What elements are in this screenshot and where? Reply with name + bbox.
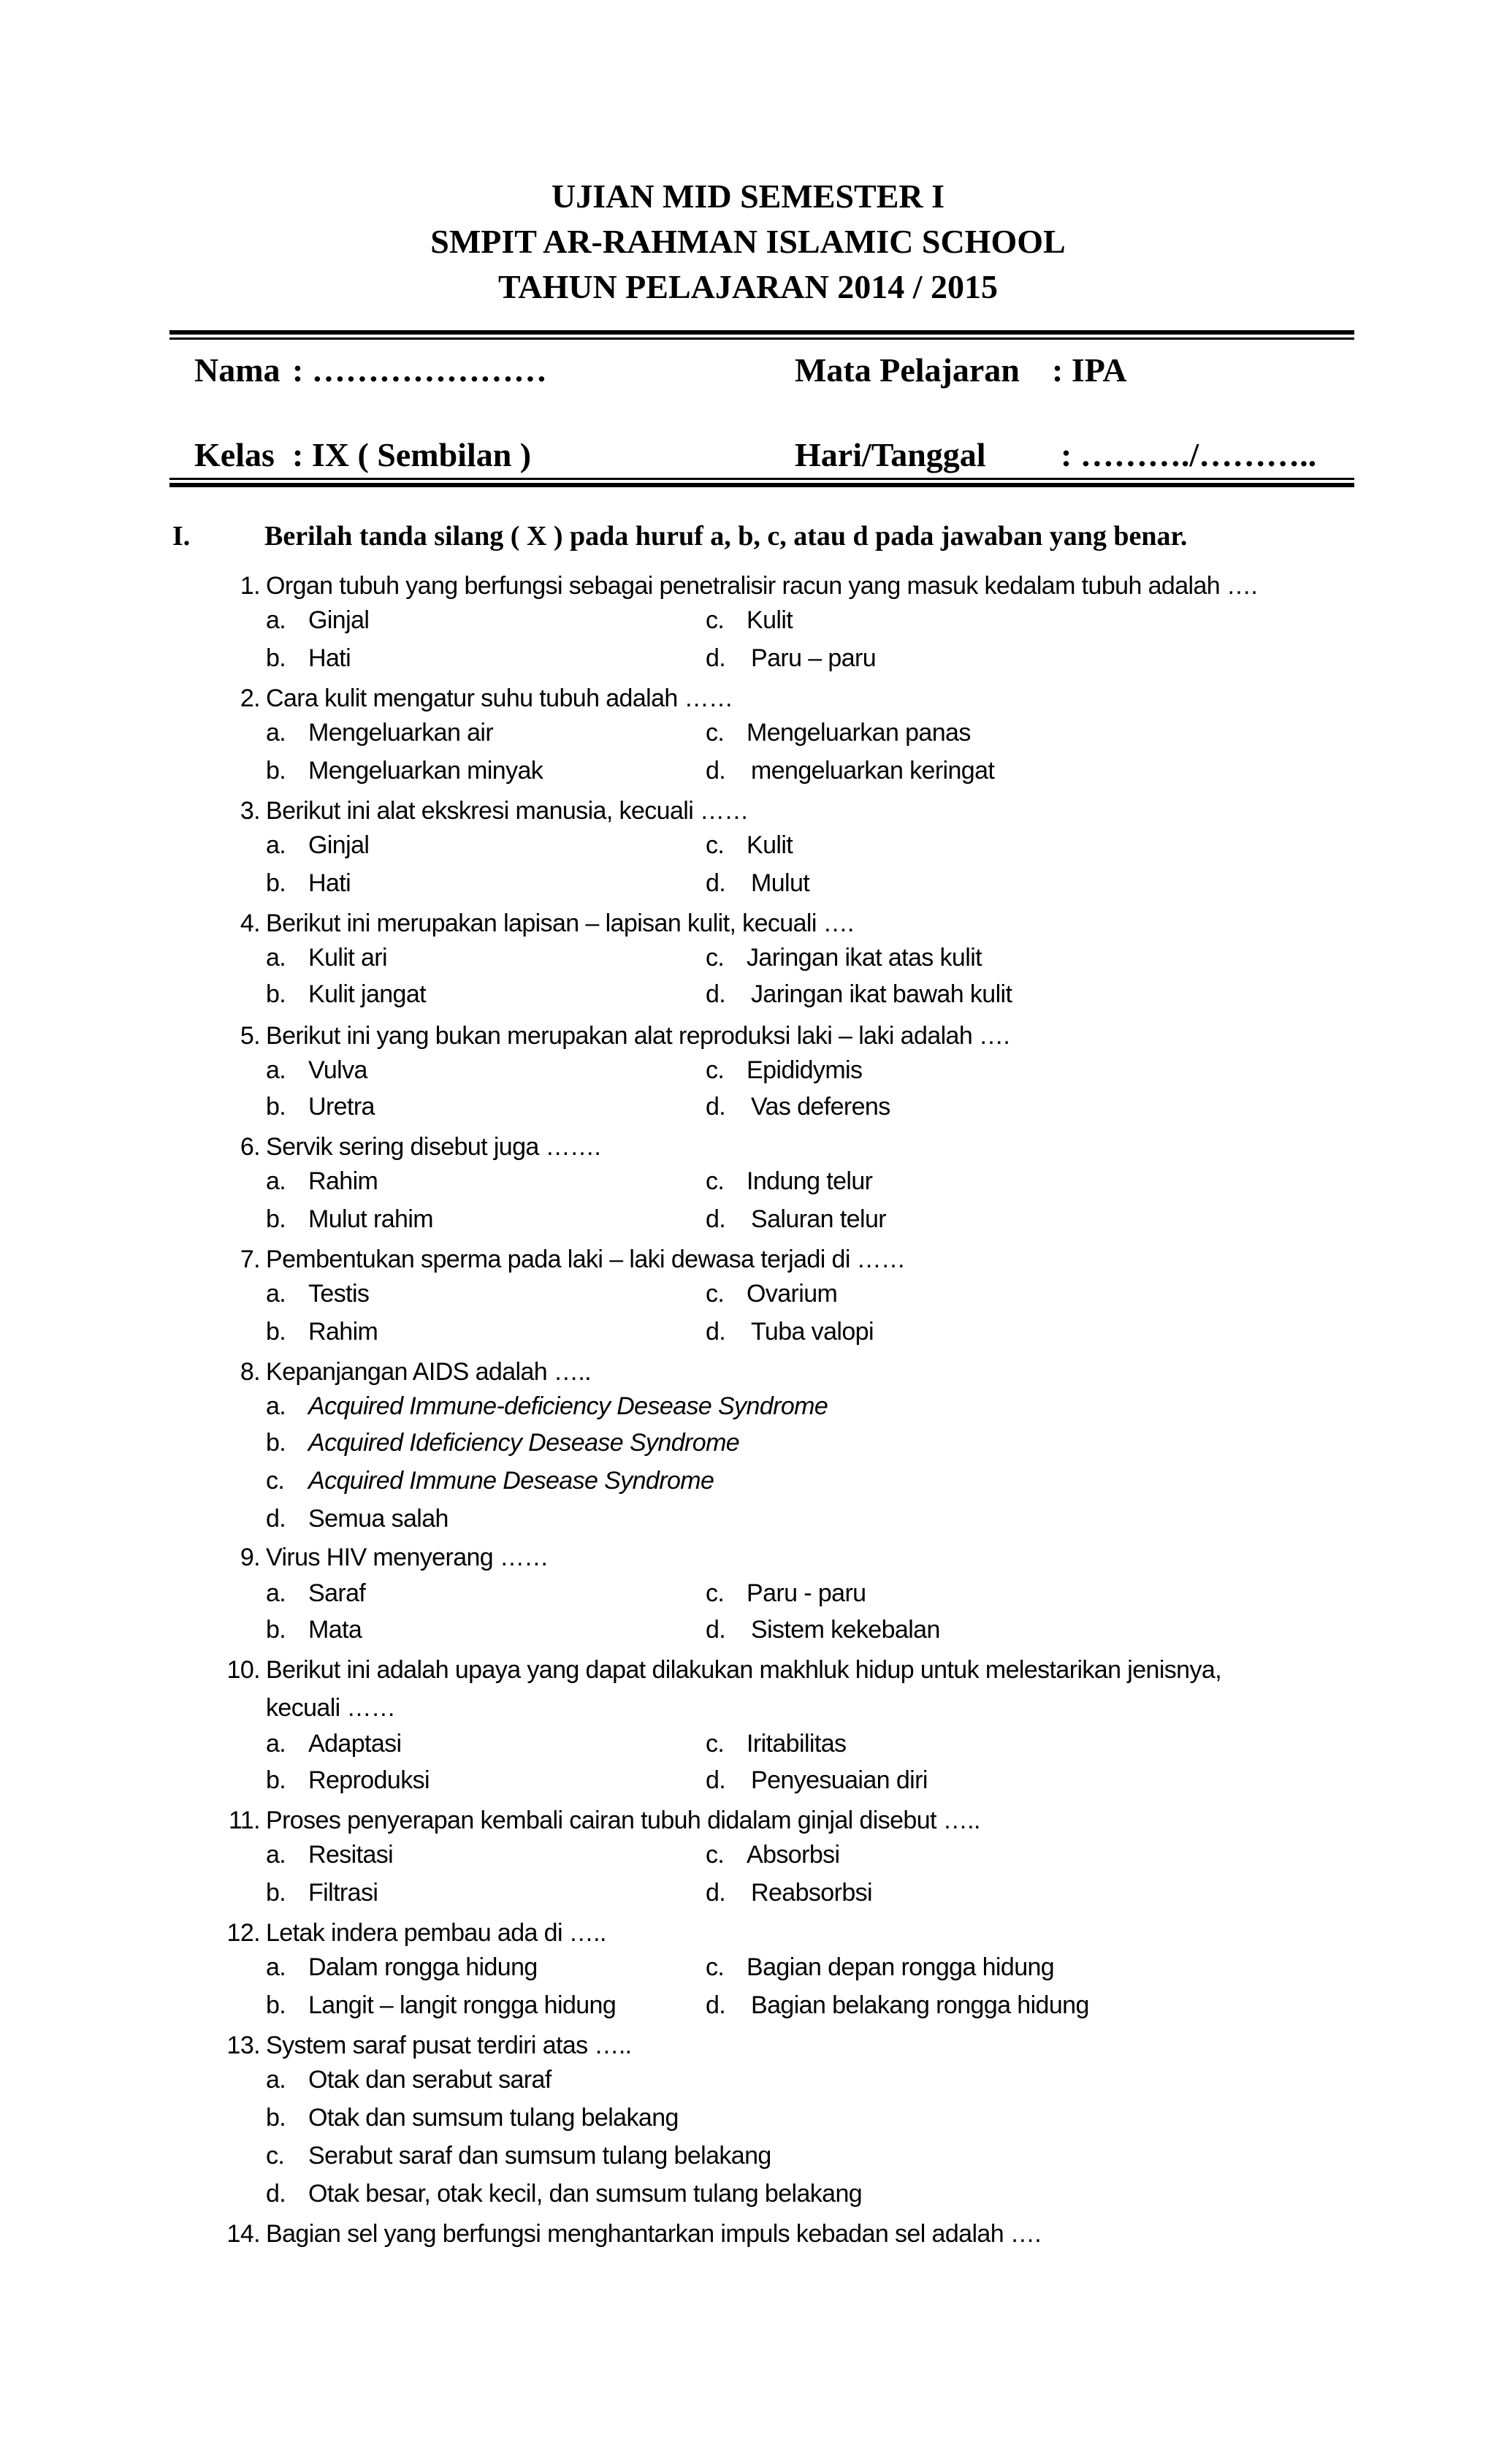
option-text: Bagian depan rongga hidung xyxy=(747,1953,1055,1981)
question-text: Bagian sel yang berfungsi menghantarkan impuls kebadan sel adalah …. xyxy=(266,2220,1042,2248)
option-letter: a. xyxy=(266,1953,286,1981)
option-letter: a. xyxy=(266,719,286,747)
option-letter: c. xyxy=(266,1467,285,1495)
question-text: Virus HIV menyerang …… xyxy=(266,1544,549,1571)
option-letter: b. xyxy=(266,757,286,785)
option-letter: d. xyxy=(266,1505,286,1533)
option-letter: a. xyxy=(266,1579,286,1607)
option-text: Otak besar, otak kecil, dan sumsum tulang belakang xyxy=(308,2180,863,2208)
option-text: Langit – langit rongga hidung xyxy=(308,1991,617,2019)
option-text: Saluran telur xyxy=(751,1205,886,1233)
question-text-continued: kecuali …… xyxy=(266,1694,396,1722)
option-text: Ovarium xyxy=(747,1280,838,1308)
option-text: Rahim xyxy=(308,1318,378,1346)
header-rule-bottom-thin xyxy=(169,478,1354,480)
option-letter: a. xyxy=(266,2066,286,2094)
option-letter: a. xyxy=(266,606,286,634)
option-text: Serabut saraf dan sumsum tulang belakang xyxy=(308,2142,771,2170)
hari-tanggal-field[interactable]: : ………./……….. xyxy=(1061,436,1317,473)
mata-pelajaran-label: Mata Pelajaran xyxy=(795,351,1020,389)
option-letter: c. xyxy=(706,1953,725,1981)
question-number: 3. xyxy=(240,797,260,825)
option-text: Acquired Immune-deficiency Desease Syndrome xyxy=(308,1392,828,1420)
option-text: Rahim xyxy=(308,1167,378,1195)
question-number: 6. xyxy=(240,1133,260,1161)
exam-title: UJIAN MID SEMESTER I xyxy=(551,178,945,215)
exam-header xyxy=(0,174,1496,310)
question-text: System saraf pusat terdiri atas ….. xyxy=(266,2032,632,2059)
option-text: Jaringan ikat atas kulit xyxy=(747,944,982,972)
option-letter: b. xyxy=(266,1991,286,2019)
question-text: Proses penyerapan kembali cairan tubuh didalam ginjal disebut ….. xyxy=(266,1807,980,1834)
option-letter: d. xyxy=(706,1093,726,1121)
option-letter: c. xyxy=(706,831,725,859)
option-text: Mulut rahim xyxy=(308,1205,434,1233)
header-rule-top-thick xyxy=(169,330,1354,335)
option-letter: a. xyxy=(266,944,286,972)
question-number: 14. xyxy=(226,2220,260,2248)
option-letter: d. xyxy=(706,1205,726,1233)
option-letter: a. xyxy=(266,1392,286,1420)
question-text: Berikut ini merupakan lapisan – lapisan kulit, kecuali …. xyxy=(266,909,854,937)
question-text: Berikut ini yang bukan merupakan alat reproduksi laki – laki adalah …. xyxy=(266,1022,1010,1050)
option-text: Kulit jangat xyxy=(308,980,427,1008)
option-text: Epididymis xyxy=(747,1056,863,1084)
option-text: Ginjal xyxy=(308,606,370,634)
nama-label: Nama xyxy=(194,351,280,389)
option-letter: c. xyxy=(706,1056,725,1084)
option-text: Penyesuaian diri xyxy=(751,1766,928,1794)
option-text: Otak dan sumsum tulang belakang xyxy=(308,2104,679,2132)
option-letter: b. xyxy=(266,1766,286,1794)
question-text: Cara kulit mengatur suhu tubuh adalah …… xyxy=(266,684,733,712)
question-number: 7. xyxy=(240,1246,260,1273)
option-letter: d. xyxy=(706,980,726,1008)
option-text: Mengeluarkan panas xyxy=(747,719,971,747)
option-letter: c. xyxy=(706,1280,725,1308)
question-number: 2. xyxy=(240,684,260,712)
option-text: Kulit xyxy=(747,831,793,859)
question-number: 12. xyxy=(226,1919,260,1947)
option-letter: b. xyxy=(266,1879,286,1907)
question-text: Berikut ini alat ekskresi manusia, kecuali …… xyxy=(266,797,749,825)
question-number: 5. xyxy=(240,1022,260,1050)
option-text: Resitasi xyxy=(308,1841,394,1869)
option-text: Uretra xyxy=(308,1093,375,1121)
question-text: Organ tubuh yang berfungsi sebagai penetralisir racun yang masuk kedalam tubuh adalah …. xyxy=(266,572,1258,600)
option-letter: a. xyxy=(266,1056,286,1084)
option-letter: d. xyxy=(706,1766,726,1794)
option-text: Filtrasi xyxy=(308,1879,378,1907)
nama-field[interactable]: : ………………… xyxy=(292,351,547,389)
question-text: Pembentukan sperma pada laki – laki dewasa terjadi di …… xyxy=(266,1246,906,1273)
question-number: 1. xyxy=(240,572,260,600)
option-letter: d. xyxy=(706,644,726,672)
option-text: Acquired Ideficiency Desease Syndrome xyxy=(308,1429,740,1457)
option-letter: c. xyxy=(706,1167,725,1195)
option-text: Kulit xyxy=(747,606,793,634)
option-letter: c. xyxy=(706,1841,725,1869)
section-number: I. xyxy=(172,521,191,552)
question-number: 11. xyxy=(229,1807,260,1834)
option-text: Tuba valopi xyxy=(751,1318,874,1346)
option-letter: d. xyxy=(706,757,726,785)
option-letter: b. xyxy=(266,2104,286,2132)
option-letter: b. xyxy=(266,644,286,672)
option-text: Bagian belakang rongga hidung xyxy=(751,1991,1089,2019)
option-letter: d. xyxy=(706,1991,726,2019)
option-text: Dalam rongga hidung xyxy=(308,1953,538,1981)
option-text: Indung telur xyxy=(747,1167,873,1195)
option-letter: c. xyxy=(706,1730,725,1758)
question-number: 8. xyxy=(240,1358,260,1386)
option-letter: a. xyxy=(266,1730,286,1758)
question-number: 4. xyxy=(240,909,260,937)
option-letter: b. xyxy=(266,1205,286,1233)
option-letter: b. xyxy=(266,869,286,897)
question-text: Berikut ini adalah upaya yang dapat dilakukan makhluk hidup untuk melestarikan jenisnya, xyxy=(266,1656,1222,1684)
academic-year: TAHUN PELAJARAN 2014 / 2015 xyxy=(497,268,999,305)
question-number: 9. xyxy=(240,1544,260,1571)
option-text: Reabsorbsi xyxy=(751,1879,872,1907)
option-text: Ginjal xyxy=(308,831,370,859)
question-number: 13. xyxy=(226,2032,260,2059)
option-text: Iritabilitas xyxy=(747,1730,847,1758)
option-letter: b. xyxy=(266,1093,286,1121)
kelas-label: Kelas xyxy=(194,436,275,473)
option-text: Otak dan serabut saraf xyxy=(308,2066,552,2094)
option-letter: b. xyxy=(266,1318,286,1346)
option-letter: b. xyxy=(266,1616,286,1644)
option-text: Semua salah xyxy=(308,1505,449,1533)
option-text: Sistem kekebalan xyxy=(751,1616,940,1644)
option-text: Paru – paru xyxy=(751,644,877,672)
option-text: Kulit ari xyxy=(308,944,387,972)
option-letter: a. xyxy=(266,1841,286,1869)
option-letter: a. xyxy=(266,831,286,859)
option-text: Adaptasi xyxy=(308,1730,402,1758)
kelas-value: : IX ( Sembilan ) xyxy=(292,436,532,473)
question-text: Letak indera pembau ada di ….. xyxy=(266,1919,606,1947)
option-text: mengeluarkan keringat xyxy=(751,757,995,785)
mata-pelajaran-value: : IPA xyxy=(1052,351,1127,389)
option-letter: a. xyxy=(266,1167,286,1195)
option-letter: b. xyxy=(266,980,286,1008)
option-letter: c. xyxy=(706,719,725,747)
option-text: Mengeluarkan air xyxy=(308,719,494,747)
option-text: Hati xyxy=(308,644,351,672)
option-text: Jaringan ikat bawah kulit xyxy=(751,980,1012,1008)
option-letter: c. xyxy=(266,2142,285,2170)
option-text: Hati xyxy=(308,869,351,897)
option-letter: c. xyxy=(706,1579,725,1607)
section-instruction: Berilah tanda silang ( X ) pada huruf a, b, c, atau d pada jawaban yang benar. xyxy=(264,521,1188,552)
option-text: Acquired Immune Desease Syndrome xyxy=(308,1467,714,1495)
question-text: Kepanjangan AIDS adalah ….. xyxy=(266,1358,592,1386)
option-text: Reproduksi xyxy=(308,1766,430,1794)
header-rule-top-thin xyxy=(169,337,1354,340)
option-text: Vas deferens xyxy=(751,1093,890,1121)
option-letter: d. xyxy=(706,869,726,897)
option-text: Vulva xyxy=(308,1056,367,1084)
option-letter: d. xyxy=(266,2180,286,2208)
option-text: Saraf xyxy=(308,1579,366,1607)
header-rule-bottom-thick xyxy=(169,483,1354,487)
option-letter: b. xyxy=(266,1429,286,1457)
option-text: Mulut xyxy=(751,869,810,897)
option-text: Mengeluarkan minyak xyxy=(308,757,543,785)
option-letter: d. xyxy=(706,1318,726,1346)
option-text: Absorbsi xyxy=(747,1841,840,1869)
option-text: Paru - paru xyxy=(747,1579,866,1607)
question-number: 10. xyxy=(226,1656,260,1684)
option-letter: d. xyxy=(706,1879,726,1907)
hari-tanggal-label: Hari/Tanggal xyxy=(795,436,986,473)
option-text: Testis xyxy=(308,1280,370,1308)
option-letter: d. xyxy=(706,1616,726,1644)
option-letter: a. xyxy=(266,1280,286,1308)
option-text: Mata xyxy=(308,1616,362,1644)
school-name: SMPIT AR-RAHMAN ISLAMIC SCHOOL xyxy=(430,223,1066,260)
question-text: Servik sering disebut juga ……. xyxy=(266,1133,601,1161)
option-letter: c. xyxy=(706,944,725,972)
option-letter: c. xyxy=(706,606,725,634)
